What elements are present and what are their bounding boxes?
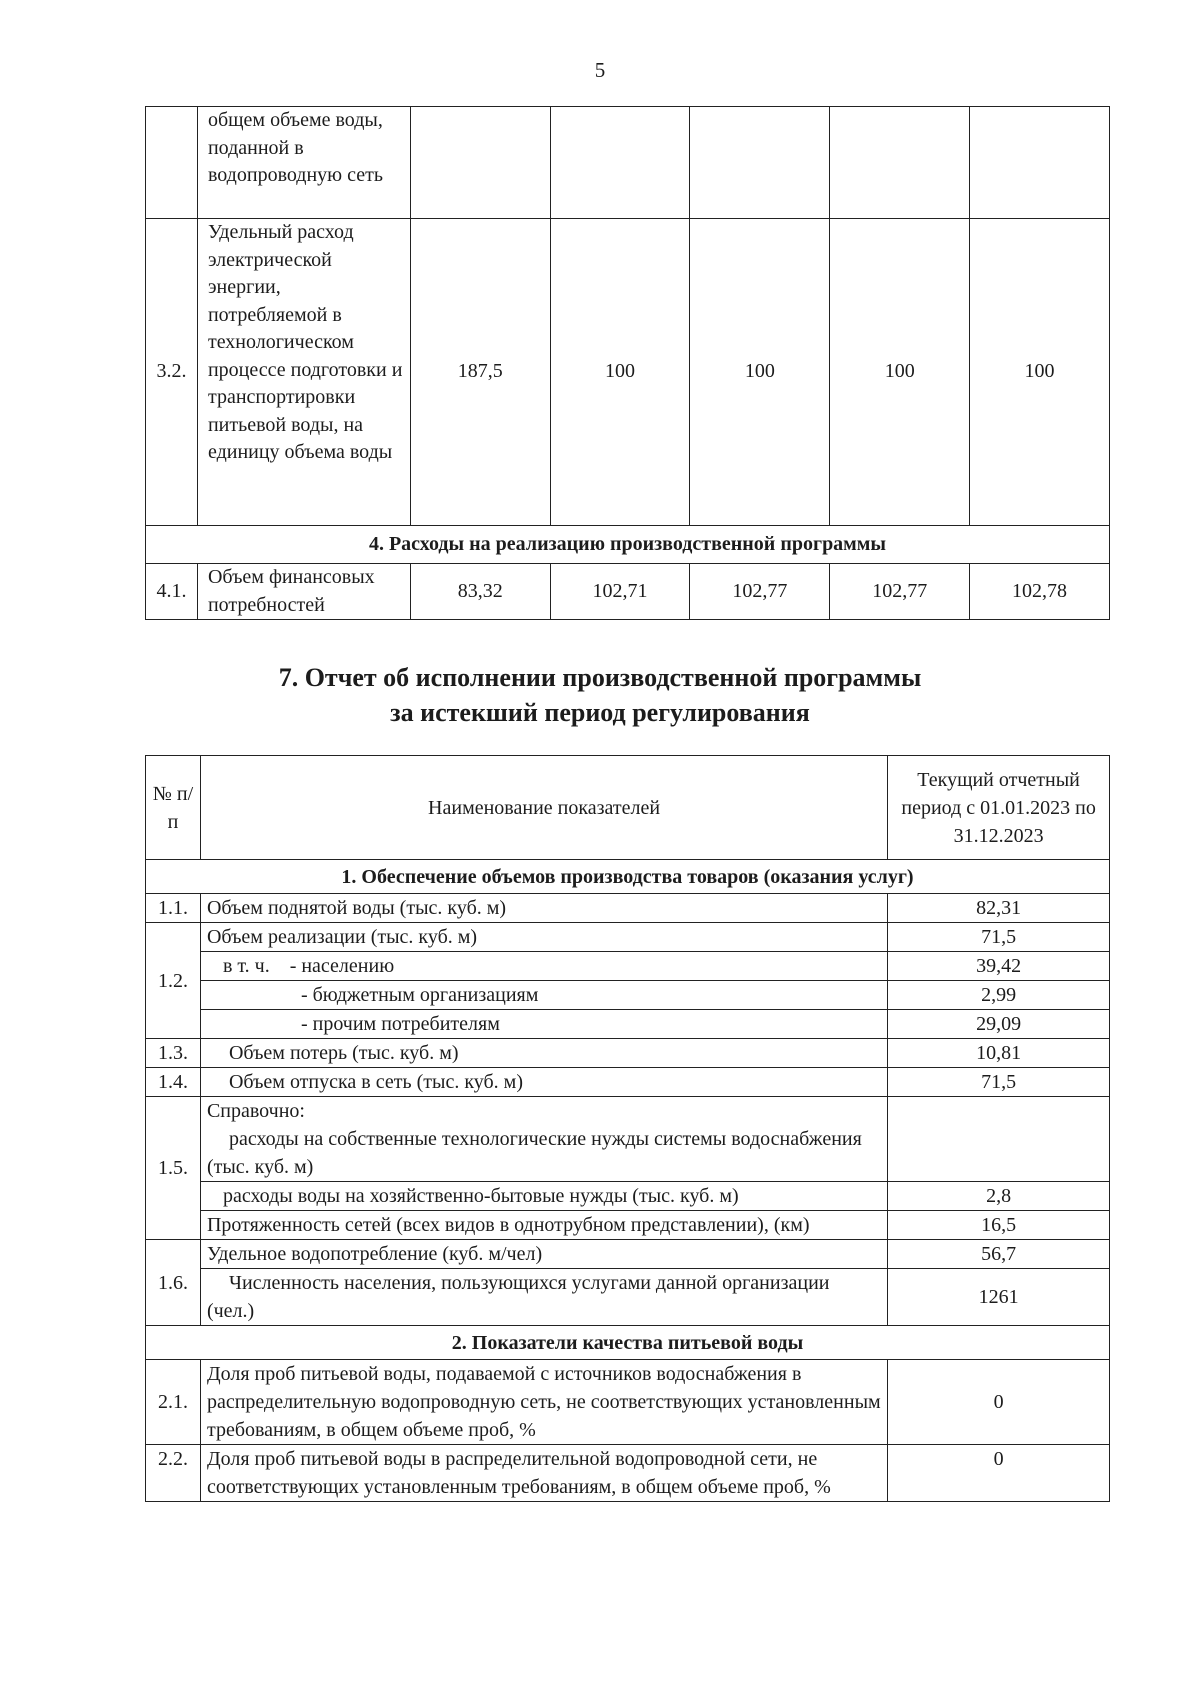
row-number: 2.1. <box>146 1360 201 1445</box>
value-cell: 100 <box>690 219 830 526</box>
value-cell: 56,7 <box>888 1240 1110 1269</box>
indicator-name: Объем потерь (тыс. куб. м) <box>200 1039 887 1068</box>
header-row <box>146 756 1110 860</box>
section-row <box>146 526 1110 564</box>
indicator-name: - бюджетным организациям <box>200 981 887 1010</box>
header-number: № п/п <box>146 756 201 860</box>
section-heading <box>0 660 1200 730</box>
section-row <box>146 1326 1110 1360</box>
indicator-name: Доля проб питьевой воды, подаваемой с источников водоснабжения в распределительную водопроводную сеть, не соответствующих установленным требованиям, в общем объеме проб, % <box>200 1360 887 1445</box>
table-row <box>146 894 1110 923</box>
indicator-name: Объем финансовых потребностей <box>197 564 410 620</box>
table-row <box>146 1097 1110 1182</box>
row-number: 1.1. <box>146 894 201 923</box>
section-heading-line1: 7. Отчет об исполнении производственной программы <box>278 663 922 692</box>
row-number: 1.3. <box>146 1039 201 1068</box>
row-number: 1.4. <box>146 1068 201 1097</box>
value-cell: 1261 <box>888 1269 1110 1326</box>
indicator-name: Объем поднятой воды (тыс. куб. м) <box>200 894 887 923</box>
indicator-name: Удельное водопотребление (куб. м/чел) <box>200 1240 887 1269</box>
section-heading-line2: за истекший период регулирования <box>390 698 810 727</box>
value-cell: 10,81 <box>888 1039 1110 1068</box>
section-title: 4. Расходы на реализацию производственной программы <box>146 526 1110 564</box>
value-cell: 102,77 <box>690 564 830 620</box>
row-number: 1.5. <box>146 1097 201 1240</box>
value-cell <box>410 107 550 219</box>
section-title: 2. Показатели качества питьевой воды <box>146 1326 1110 1360</box>
value-cell <box>888 1097 1110 1182</box>
indicator-name: общем объеме воды, поданной в водопроводную сеть <box>197 107 410 219</box>
value-cell: 29,09 <box>888 1010 1110 1039</box>
value-cell: 2,8 <box>888 1182 1110 1211</box>
reference-text: расходы на собственные технологические нужды системы водоснабжения (тыс. куб. м) <box>206 1128 862 1178</box>
value-cell: 187,5 <box>410 219 550 526</box>
value-cell: 100 <box>970 219 1110 526</box>
indicator-name: Объем реализации (тыс. куб. м) <box>200 923 887 952</box>
value-cell: 100 <box>830 219 970 526</box>
value-cell: 100 <box>550 219 690 526</box>
table-row <box>146 1068 1110 1097</box>
value-cell <box>690 107 830 219</box>
report-table <box>145 755 1110 1502</box>
header-name: Наименование показателей <box>200 756 887 860</box>
indicator-name: Удельный расход электрической энергии, потребляемой в технологическом процессе подготовки и транспортировки питьевой воды, на единицу объема воды <box>197 219 410 526</box>
value-cell: 2,99 <box>888 981 1110 1010</box>
row-number: 1.2. <box>146 923 201 1039</box>
reference-block <box>200 1097 887 1182</box>
row-number: 1.6. <box>146 1240 201 1326</box>
value-cell: 39,42 <box>888 952 1110 981</box>
value-cell: 0 <box>888 1445 1110 1502</box>
indicator-name: Протяженность сетей (всех видов в однотрубном представлении), (км) <box>200 1211 887 1240</box>
table-row <box>146 1182 1110 1211</box>
row-number: 2.2. <box>146 1445 201 1502</box>
row-number: 3.2. <box>146 219 198 526</box>
section-title: 1. Обеспечение объемов производства товаров (оказания услуг) <box>146 860 1110 894</box>
table-row <box>146 1010 1110 1039</box>
indicator-name: - прочим потребителям <box>200 1010 887 1039</box>
value-cell <box>970 107 1110 219</box>
value-cell: 102,78 <box>970 564 1110 620</box>
value-cell: 102,71 <box>550 564 690 620</box>
table-row <box>146 564 1110 620</box>
table-row <box>146 1211 1110 1240</box>
table-row <box>146 219 1110 526</box>
value-cell: 102,77 <box>830 564 970 620</box>
value-cell: 71,5 <box>888 1068 1110 1097</box>
value-cell <box>830 107 970 219</box>
table-row <box>146 1039 1110 1068</box>
indicator-name: в т. ч. - населению <box>200 952 887 981</box>
value-cell: 82,31 <box>888 894 1110 923</box>
value-cell: 16,5 <box>888 1211 1110 1240</box>
value-cell <box>550 107 690 219</box>
value-cell: 0 <box>888 1360 1110 1445</box>
page-number: 5 <box>594 58 606 82</box>
table-row <box>146 1445 1110 1502</box>
table-row <box>146 923 1110 952</box>
section-row <box>146 860 1110 894</box>
header-period: Текущий отчетный период с 01.01.2023 по 31.12.2023 <box>888 756 1110 860</box>
continued-indicators-table <box>145 106 1110 620</box>
table-row <box>146 1240 1110 1269</box>
reference-label: Справочно: <box>206 1100 305 1122</box>
table-row <box>146 1360 1110 1445</box>
table-row <box>146 1269 1110 1326</box>
value-cell: 83,32 <box>410 564 550 620</box>
row-number <box>146 107 198 219</box>
value-cell: 71,5 <box>888 923 1110 952</box>
indicator-name: Объем отпуска в сеть (тыс. куб. м) <box>200 1068 887 1097</box>
row-number: 4.1. <box>146 564 198 620</box>
table-row <box>146 107 1110 219</box>
table-row <box>146 952 1110 981</box>
indicator-name: Численность населения, пользующихся услугами данной организации (чел.) <box>200 1269 887 1326</box>
indicator-name: Доля проб питьевой воды в распределительной водопроводной сети, не соответствующих установленным требованиям, в общем объеме проб, % <box>200 1445 887 1502</box>
indicator-name: расходы воды на хозяйственно-бытовые нужды (тыс. куб. м) <box>200 1182 887 1211</box>
table-row <box>146 981 1110 1010</box>
